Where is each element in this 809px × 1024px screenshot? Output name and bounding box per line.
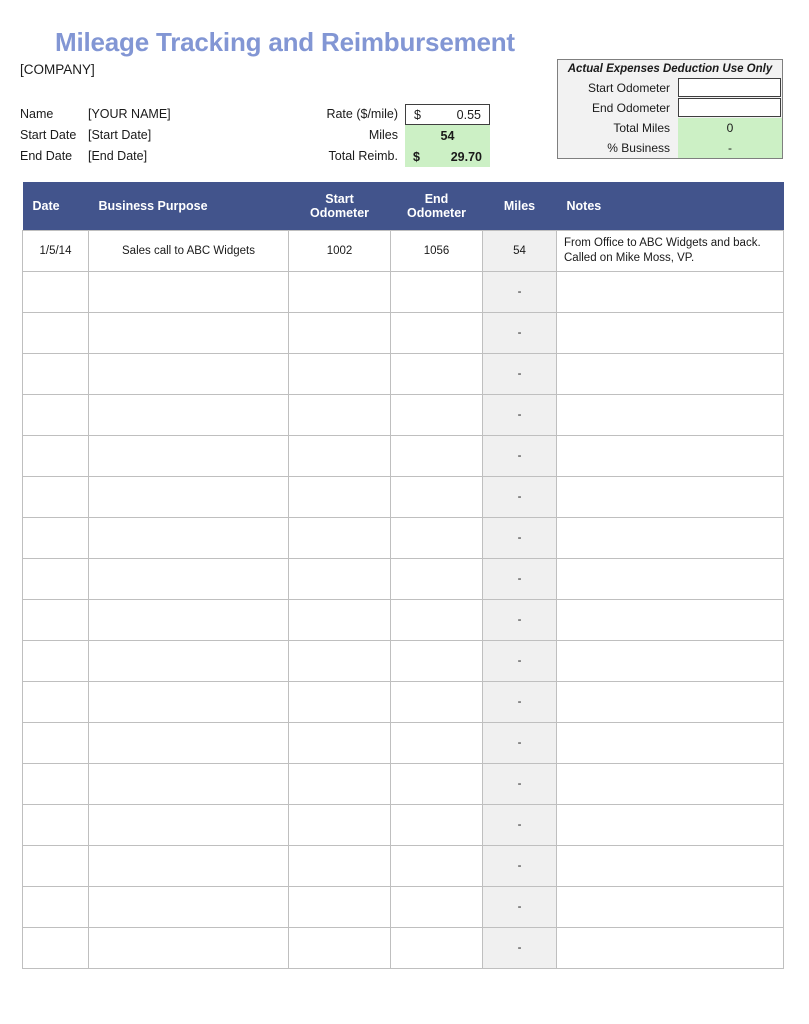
cell-date[interactable] bbox=[23, 681, 89, 722]
summary-label-total-reimb: Total Reimb. bbox=[328, 149, 398, 163]
info-row-end-date bbox=[20, 146, 171, 167]
cell-notes[interactable] bbox=[557, 271, 784, 312]
cell-purpose[interactable] bbox=[89, 271, 289, 312]
cell-miles[interactable]: - bbox=[483, 599, 557, 640]
cell-miles[interactable]: - bbox=[483, 517, 557, 558]
mileage-table-body bbox=[23, 230, 784, 968]
cell-start-odometer[interactable] bbox=[289, 599, 391, 640]
table-header-row bbox=[23, 182, 784, 230]
cell-end-odometer[interactable] bbox=[391, 927, 483, 968]
cell-notes[interactable] bbox=[557, 476, 784, 517]
cell-purpose[interactable]: Sales call to ABC Widgets bbox=[89, 230, 289, 271]
cell-notes[interactable] bbox=[557, 312, 784, 353]
cell-notes[interactable] bbox=[557, 353, 784, 394]
cell-end-odometer[interactable] bbox=[391, 435, 483, 476]
mileage-table-head bbox=[23, 182, 784, 230]
cell-start-odometer[interactable] bbox=[289, 353, 391, 394]
summary-row-miles bbox=[300, 125, 490, 146]
column-header-start-odometer-line2: Odometer bbox=[309, 205, 370, 220]
table-row bbox=[23, 640, 784, 681]
summary-block bbox=[300, 104, 490, 167]
table-row bbox=[23, 558, 784, 599]
cell-purpose[interactable] bbox=[89, 312, 289, 353]
cell-start-odometer[interactable] bbox=[289, 435, 391, 476]
cell-notes[interactable] bbox=[557, 722, 784, 763]
cell-date[interactable] bbox=[23, 394, 89, 435]
cell-purpose[interactable] bbox=[89, 681, 289, 722]
cell-end-odometer[interactable] bbox=[391, 681, 483, 722]
cell-notes[interactable] bbox=[557, 640, 784, 681]
cell-start-odometer[interactable] bbox=[289, 558, 391, 599]
cell-date[interactable] bbox=[23, 886, 89, 927]
cell-miles[interactable]: - bbox=[483, 476, 557, 517]
table-row bbox=[23, 763, 784, 804]
summary-total-reimb-cell bbox=[405, 146, 490, 167]
cell-start-odometer[interactable] bbox=[289, 804, 391, 845]
cell-miles[interactable]: - bbox=[483, 640, 557, 681]
cell-miles[interactable]: - bbox=[483, 312, 557, 353]
cell-date[interactable] bbox=[23, 517, 89, 558]
panel-label-end-odometer: End Odometer bbox=[558, 98, 678, 118]
summary-label-miles: Miles bbox=[368, 128, 398, 142]
panel-value-percent-business: - bbox=[678, 138, 782, 158]
info-row-start-date bbox=[20, 125, 171, 146]
table-row bbox=[23, 886, 784, 927]
info-block bbox=[20, 104, 171, 167]
cell-purpose[interactable] bbox=[89, 722, 289, 763]
info-label-name: Name bbox=[20, 107, 54, 121]
column-header-end-odometer-line1: End bbox=[424, 191, 449, 206]
table-row bbox=[23, 435, 784, 476]
cell-purpose[interactable] bbox=[89, 517, 289, 558]
cell-miles[interactable]: - bbox=[483, 271, 557, 312]
panel-input-end-odometer[interactable] bbox=[678, 98, 781, 117]
cell-miles[interactable]: - bbox=[483, 927, 557, 968]
panel-value-total-miles: 0 bbox=[678, 118, 782, 138]
cell-notes[interactable] bbox=[557, 804, 784, 845]
table-row bbox=[23, 353, 784, 394]
cell-start-odometer[interactable] bbox=[289, 763, 391, 804]
cell-end-odometer[interactable] bbox=[391, 271, 483, 312]
cell-start-odometer[interactable] bbox=[289, 845, 391, 886]
cell-notes[interactable] bbox=[557, 558, 784, 599]
cell-miles[interactable]: - bbox=[483, 394, 557, 435]
actual-expenses-panel bbox=[557, 59, 783, 159]
summary-row-total-reimb bbox=[300, 146, 490, 167]
cell-notes[interactable] bbox=[557, 599, 784, 640]
table-row bbox=[23, 476, 784, 517]
table-row bbox=[23, 681, 784, 722]
cell-purpose[interactable] bbox=[89, 640, 289, 681]
cell-purpose[interactable] bbox=[89, 353, 289, 394]
table-row bbox=[23, 394, 784, 435]
cell-miles[interactable]: - bbox=[483, 558, 557, 599]
cell-purpose[interactable] bbox=[89, 845, 289, 886]
cell-purpose[interactable] bbox=[89, 476, 289, 517]
cell-purpose[interactable] bbox=[89, 927, 289, 968]
panel-row-start-odometer bbox=[558, 78, 782, 98]
cell-miles[interactable]: 54 bbox=[483, 230, 557, 271]
cell-start-odometer[interactable] bbox=[289, 517, 391, 558]
cell-purpose[interactable] bbox=[89, 886, 289, 927]
table-row bbox=[23, 517, 784, 558]
cell-miles[interactable]: - bbox=[483, 886, 557, 927]
cell-date[interactable] bbox=[23, 271, 89, 312]
info-value-name[interactable]: [YOUR NAME] bbox=[88, 107, 171, 121]
cell-notes[interactable] bbox=[557, 763, 784, 804]
column-header-notes[interactable]: Notes bbox=[557, 182, 784, 230]
cell-start-odometer[interactable] bbox=[289, 476, 391, 517]
cell-end-odometer[interactable] bbox=[391, 886, 483, 927]
table-row bbox=[23, 804, 784, 845]
cell-end-odometer[interactable] bbox=[391, 558, 483, 599]
summary-row-rate bbox=[300, 104, 490, 125]
cell-notes[interactable] bbox=[557, 927, 784, 968]
column-header-business-purpose[interactable]: Business Purpose bbox=[89, 182, 289, 230]
table-row bbox=[23, 599, 784, 640]
cell-end-odometer[interactable] bbox=[391, 640, 483, 681]
summary-miles-value: 54 bbox=[440, 128, 455, 143]
info-row-name bbox=[20, 104, 171, 125]
info-label-start-date: Start Date bbox=[20, 128, 77, 142]
cell-purpose[interactable] bbox=[89, 394, 289, 435]
cell-notes[interactable] bbox=[557, 394, 784, 435]
cell-end-odometer[interactable]: 1056 bbox=[391, 230, 483, 271]
actual-expenses-panel-title: Actual Expenses Deduction Use Only bbox=[558, 60, 782, 78]
info-value-start-date[interactable]: [Start Date] bbox=[88, 128, 152, 142]
cell-date[interactable] bbox=[23, 845, 89, 886]
column-header-end-odometer-line2: Odometer bbox=[406, 205, 467, 220]
info-label-end-date: End Date bbox=[20, 149, 73, 163]
table-row bbox=[23, 271, 784, 312]
column-header-start-odometer[interactable] bbox=[289, 182, 391, 230]
cell-end-odometer[interactable] bbox=[391, 517, 483, 558]
total-reimb-value: 29.70 bbox=[450, 149, 482, 164]
cell-date[interactable] bbox=[23, 353, 89, 394]
cell-date[interactable]: 1/5/14 bbox=[23, 230, 89, 271]
cell-purpose[interactable] bbox=[89, 804, 289, 845]
cell-start-odometer[interactable]: 1002 bbox=[289, 230, 391, 271]
cell-notes-line2: Called on Mike Moss, VP. bbox=[564, 251, 695, 264]
cell-notes[interactable] bbox=[557, 435, 784, 476]
total-reimb-currency-symbol: $ bbox=[413, 149, 420, 164]
cell-purpose[interactable] bbox=[89, 435, 289, 476]
panel-label-total-miles: Total Miles bbox=[558, 118, 678, 138]
cell-notes[interactable] bbox=[557, 681, 784, 722]
cell-miles[interactable]: - bbox=[483, 763, 557, 804]
cell-start-odometer[interactable] bbox=[289, 927, 391, 968]
cell-date[interactable] bbox=[23, 927, 89, 968]
cell-miles[interactable]: - bbox=[483, 722, 557, 763]
panel-row-total-miles bbox=[558, 118, 782, 138]
column-header-miles[interactable]: Miles bbox=[483, 182, 557, 230]
cell-end-odometer[interactable] bbox=[391, 722, 483, 763]
cell-end-odometer[interactable] bbox=[391, 353, 483, 394]
table-row bbox=[23, 927, 784, 968]
cell-purpose[interactable] bbox=[89, 599, 289, 640]
panel-row-end-odometer bbox=[558, 98, 782, 118]
cell-date[interactable] bbox=[23, 476, 89, 517]
cell-notes[interactable] bbox=[557, 886, 784, 927]
cell-start-odometer[interactable] bbox=[289, 886, 391, 927]
cell-start-odometer[interactable] bbox=[289, 312, 391, 353]
cell-miles[interactable]: - bbox=[483, 681, 557, 722]
company-name: [COMPANY] bbox=[20, 62, 95, 77]
cell-notes[interactable] bbox=[557, 230, 784, 271]
cell-purpose[interactable] bbox=[89, 763, 289, 804]
cell-miles[interactable]: - bbox=[483, 804, 557, 845]
cell-start-odometer[interactable] bbox=[289, 681, 391, 722]
cell-end-odometer[interactable] bbox=[391, 804, 483, 845]
summary-miles-value-cell bbox=[405, 125, 490, 146]
panel-label-start-odometer: Start Odometer bbox=[558, 78, 678, 98]
cell-date[interactable] bbox=[23, 435, 89, 476]
cell-date[interactable] bbox=[23, 312, 89, 353]
column-header-start-odometer-line1: Start bbox=[325, 191, 354, 206]
rate-currency-symbol: $ bbox=[414, 107, 421, 122]
mileage-log-table bbox=[22, 182, 784, 969]
summary-label-rate: Rate ($/mile) bbox=[326, 107, 398, 121]
cell-notes[interactable] bbox=[557, 517, 784, 558]
cell-miles[interactable]: - bbox=[483, 845, 557, 886]
cell-date[interactable] bbox=[23, 640, 89, 681]
panel-row-percent-business bbox=[558, 138, 782, 158]
cell-miles[interactable]: - bbox=[483, 435, 557, 476]
column-header-end-odometer[interactable] bbox=[391, 182, 483, 230]
cell-end-odometer[interactable] bbox=[391, 763, 483, 804]
cell-end-odometer[interactable] bbox=[391, 312, 483, 353]
cell-date[interactable] bbox=[23, 599, 89, 640]
cell-end-odometer[interactable] bbox=[391, 394, 483, 435]
cell-notes-line1: From Office to ABC Widgets and back. bbox=[564, 236, 761, 249]
table-row bbox=[23, 312, 784, 353]
page-title: Mileage Tracking and Reimbursement bbox=[55, 27, 515, 57]
cell-miles[interactable]: - bbox=[483, 353, 557, 394]
cell-date[interactable] bbox=[23, 763, 89, 804]
cell-end-odometer[interactable] bbox=[391, 599, 483, 640]
table-row bbox=[23, 845, 784, 886]
cell-date[interactable] bbox=[23, 722, 89, 763]
rate-input[interactable] bbox=[405, 104, 490, 125]
panel-label-percent-business: % Business bbox=[558, 138, 678, 158]
cell-notes[interactable] bbox=[557, 845, 784, 886]
cell-end-odometer[interactable] bbox=[391, 476, 483, 517]
cell-start-odometer[interactable] bbox=[289, 640, 391, 681]
table-row bbox=[23, 230, 784, 271]
cell-start-odometer[interactable] bbox=[289, 722, 391, 763]
cell-date[interactable] bbox=[23, 804, 89, 845]
panel-input-start-odometer[interactable] bbox=[678, 78, 781, 97]
cell-purpose[interactable] bbox=[89, 558, 289, 599]
cell-date[interactable] bbox=[23, 558, 89, 599]
cell-end-odometer[interactable] bbox=[391, 845, 483, 886]
cell-start-odometer[interactable] bbox=[289, 271, 391, 312]
rate-value: 0.55 bbox=[456, 107, 481, 122]
column-header-date[interactable]: Date bbox=[23, 182, 89, 230]
cell-start-odometer[interactable] bbox=[289, 394, 391, 435]
info-value-end-date[interactable]: [End Date] bbox=[88, 149, 148, 163]
table-row bbox=[23, 722, 784, 763]
